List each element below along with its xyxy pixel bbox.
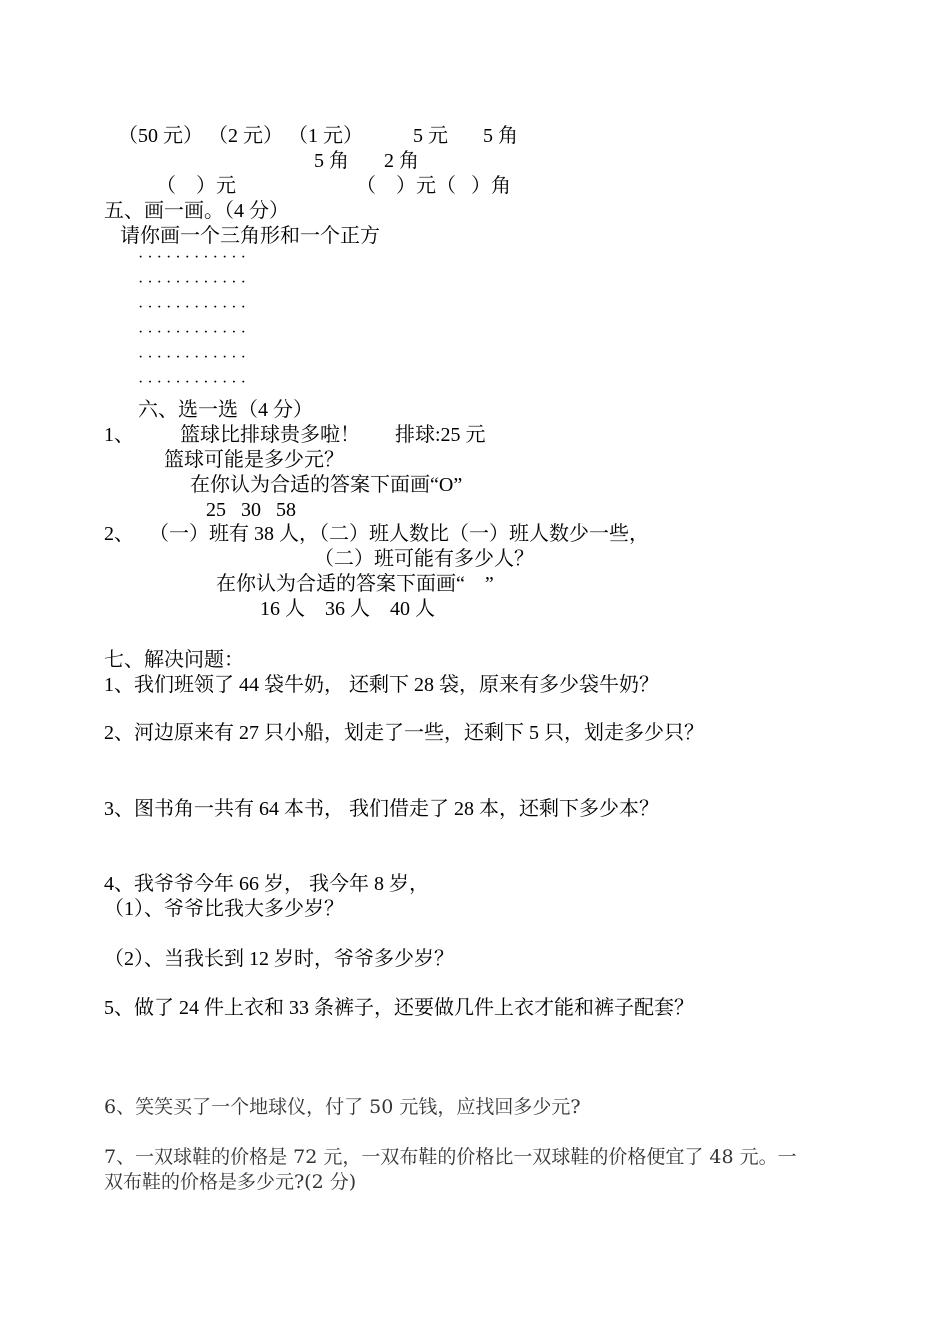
problem-7-line-2: 双布鞋的价格是多少元?(2 分) [104,1171,357,1193]
section-5-instruction: 请你画一个三角形和一个正方 [120,225,380,247]
problem-7-line-1: 7、一双球鞋的价格是 72 元，一双布鞋的价格比一双球鞋的价格便宜了 48 元。一 [104,1146,797,1168]
dot-row: · · · · · · · · · · · · [138,299,246,316]
money-answer-yuan-jiao: （ ）元（ ）角 [356,175,511,197]
section-7-heading: 七、解决问题： [104,649,244,671]
problem-4: 4、我爷爷今年 66 岁， 我今年 8 岁， [104,873,429,895]
problem-6: 6、笑笑买了一个地球仪，付了 50 元钱，应找回多少元? [104,1096,581,1118]
money-row-1: （50 元） （2 元） （1 元） 5 元 5 角 [118,125,518,147]
problem-2: 2、河边原来有 27 只小船，划走了一些，还剩下 5 只，划走多少只？ [104,722,704,744]
problem-1: 1、我们班领了 44 袋牛奶， 还剩下 28 袋，原来有多少袋牛奶？ [104,674,659,696]
dot-row: · · · · · · · · · · · · [138,274,246,291]
dot-row: · · · · · · · · · · · · [138,374,246,391]
section-6-heading: 六、选一选（4 分） [138,399,313,421]
section-5-heading: 五、画一画。（4 分） [104,200,289,222]
dot-row: · · · · · · · · · · · · [138,324,246,341]
q1-statement: 篮球比排球贵多啦！ 排球:25 元 [180,424,486,446]
problem-5: 5、做了 24 件上衣和 33 条裤子，还要做几件上衣才能和裤子配套？ [104,997,694,1019]
money-row-2: 5 角 2 角 [314,150,419,172]
q1-label: 1、 [104,424,134,446]
q1-question: 篮球可能是多少元？ [164,449,344,471]
q2-options[interactable]: 16 人 36 人 40 人 [260,598,435,620]
problem-4-part-2: （2）、当我长到 12 岁时，爷爷多少岁？ [104,948,454,970]
dot-row: · · · · · · · · · · · · [138,249,246,266]
q2-instruction: 在你认为合适的答案下面画“ ” [216,573,494,595]
q2-question: （二）班可能有多少人？ [314,548,534,570]
q1-instruction: 在你认为合适的答案下面画“O” [190,474,463,496]
problem-4-part-1: （1）、爷爷比我大多少岁？ [104,898,344,920]
money-answer-yuan: （ ）元 [156,175,236,197]
problem-3: 3、图书角一共有 64 本书， 我们借走了 28 本，还剩下多少本？ [104,798,659,820]
q1-options[interactable]: 25 30 58 [206,499,296,521]
q2-statement: 2、 （一）班有 38 人，（二）班人数比（一）班人数少一些， [104,523,649,545]
dot-row: · · · · · · · · · · · · [138,349,246,366]
